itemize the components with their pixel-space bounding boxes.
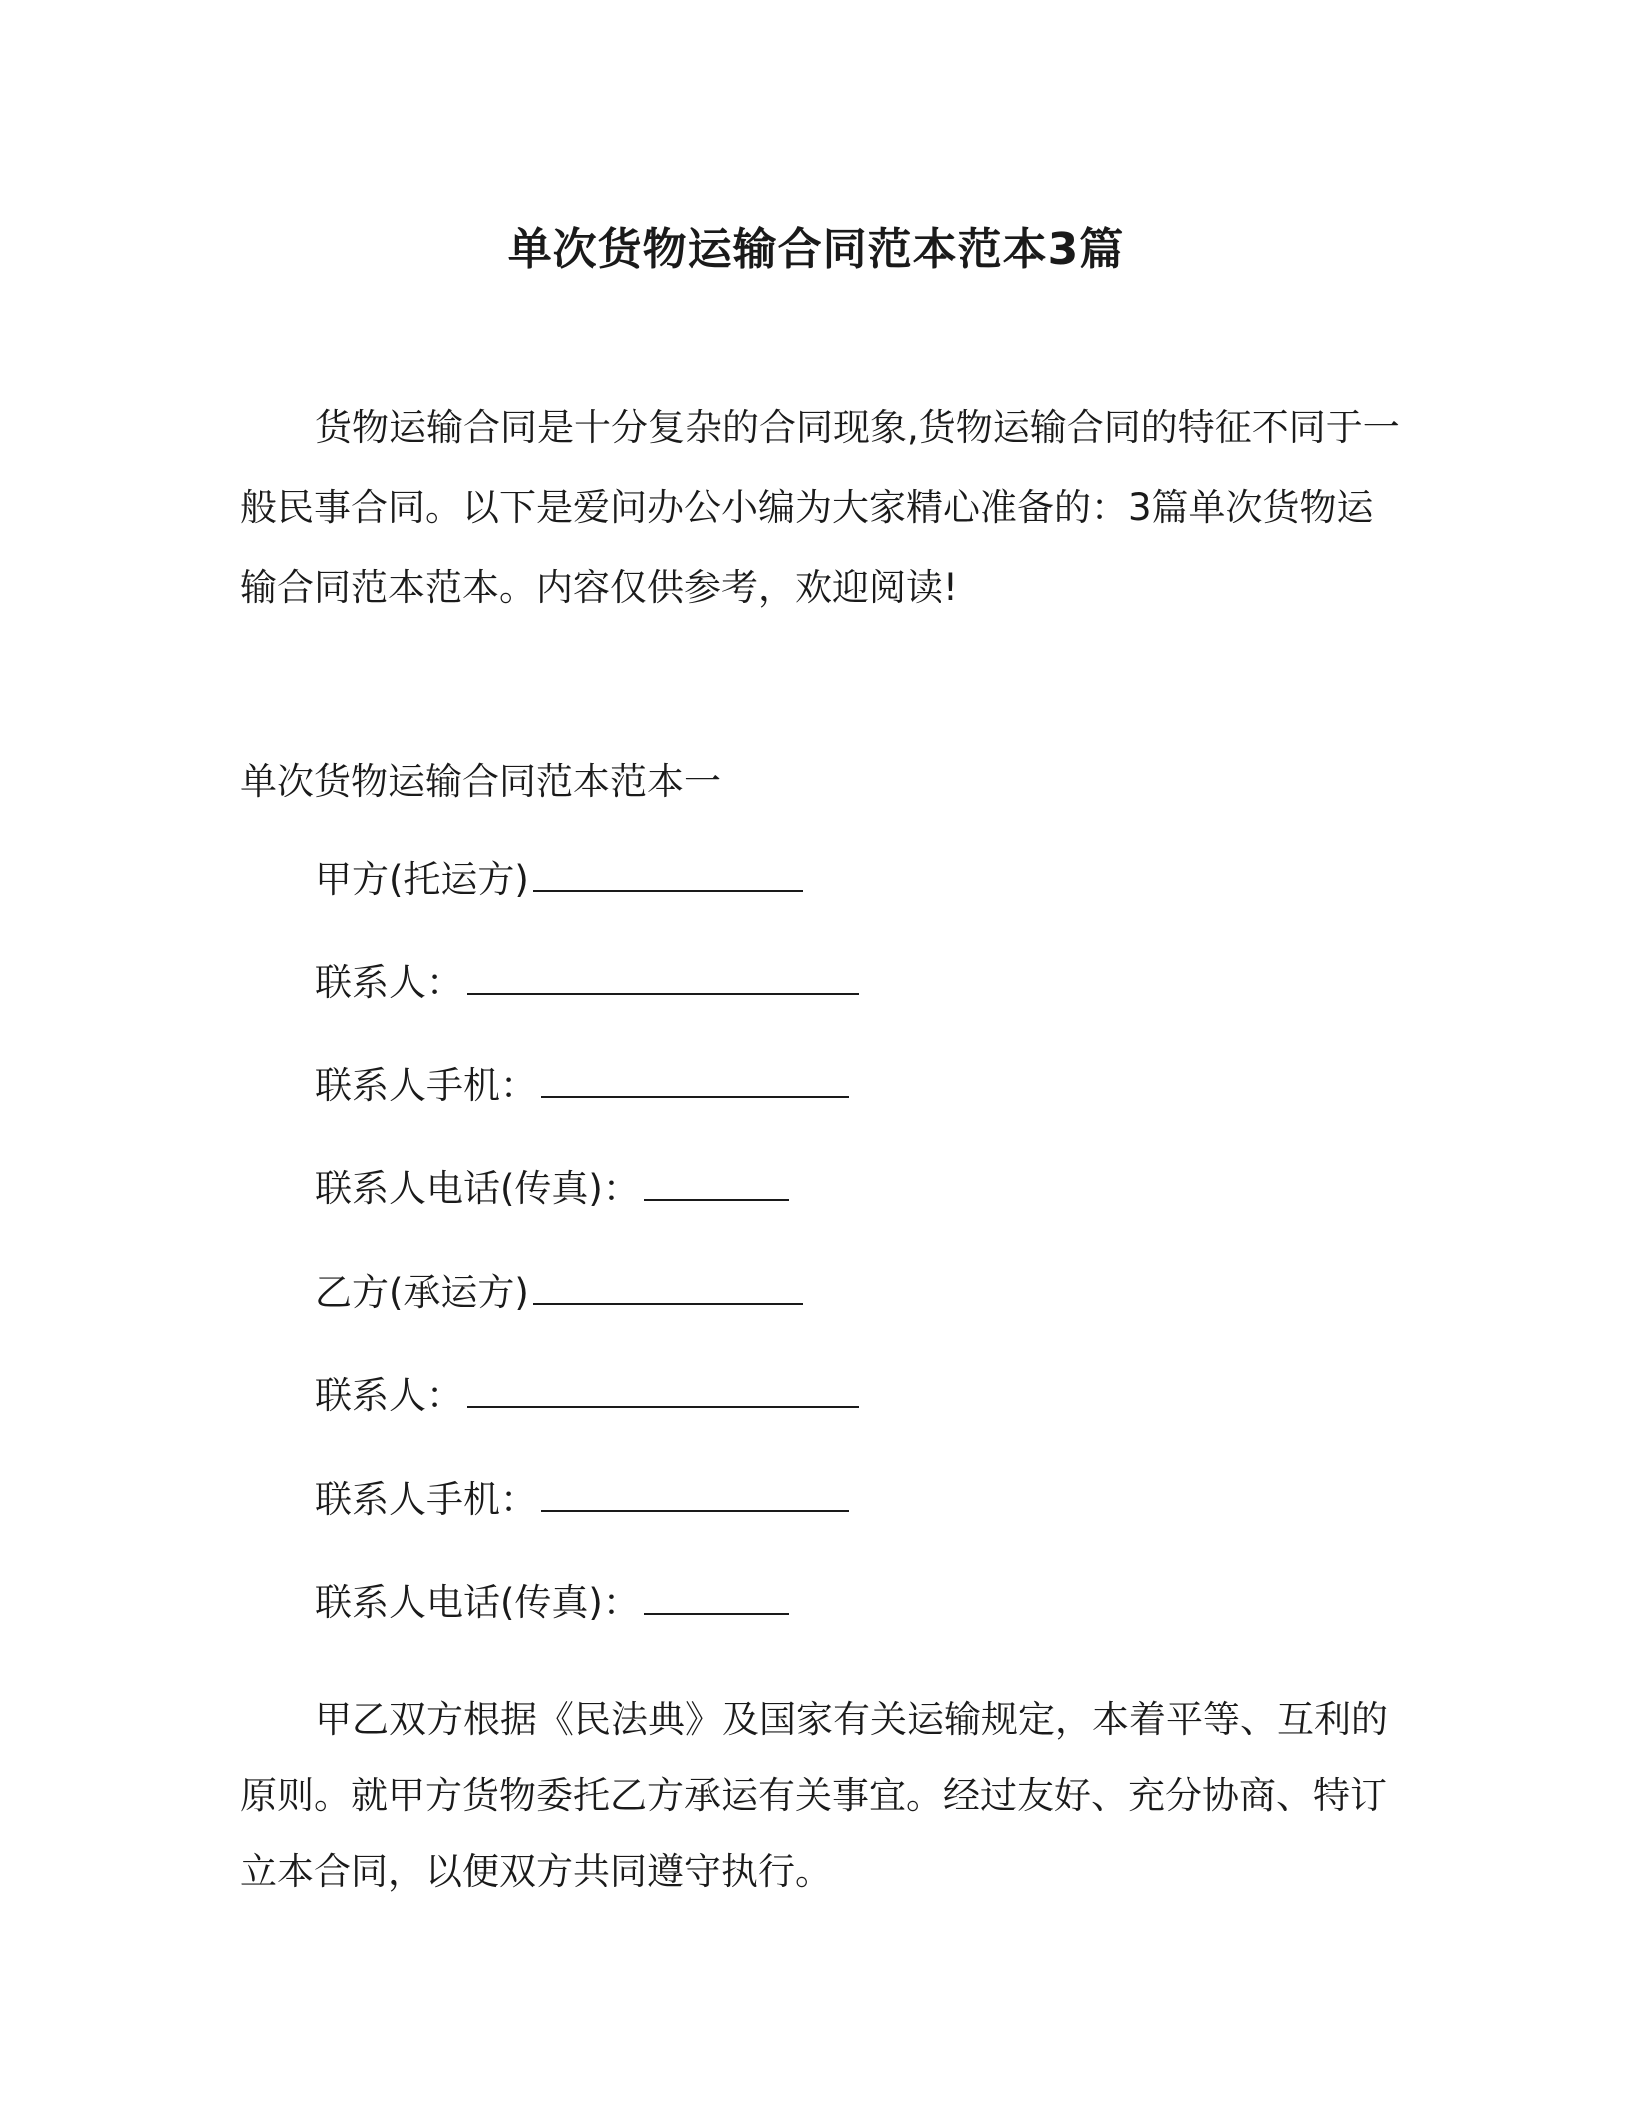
field-label: 联系人： [315, 961, 463, 1004]
fill-in-blank [541, 1470, 849, 1512]
field-label: 联系人手机： [315, 1478, 537, 1521]
intro-paragraph: 货物运输合同是十分复杂的合同现象,货物运输合同的特征不同于一般民事合同。以下是爱问办公小编为大家精心准备的：3篇单次货物运输合同范本范本。内容仅供参考，欢迎阅读! [240, 406, 1400, 609]
field-party-b-mobile [315, 1470, 849, 1530]
fill-in-blank [644, 1159, 789, 1201]
fill-in-blank [467, 1366, 859, 1408]
fill-in-blank [533, 850, 803, 892]
field-party-a-contact [315, 953, 859, 1013]
field-label: 联系人电话(传真)： [315, 1167, 640, 1210]
field-label: 联系人： [315, 1374, 463, 1417]
field-party-b [315, 1263, 803, 1323]
fill-in-blank [467, 953, 859, 995]
closing-paragraph: 甲乙双方根据《民法典》及国家有关运输规定，本着平等、互利的原则。就甲方货物委托乙方承运有关事宜。经过友好、充分协商、特订立本合同，以便双方共同遵守执行。 [240, 1698, 1388, 1893]
field-party-b-contact [315, 1366, 859, 1426]
field-label: 联系人手机： [315, 1064, 537, 1107]
field-party-a-mobile [315, 1056, 849, 1116]
section-heading: 单次货物运输合同范本范本一 [240, 760, 721, 803]
field-label: 甲方(托运方) [315, 858, 529, 901]
fill-in-blank [533, 1263, 803, 1305]
field-label: 乙方(承运方) [315, 1271, 529, 1314]
field-party-a [315, 850, 803, 910]
fill-in-blank [644, 1573, 789, 1615]
field-party-b-phone-fax [315, 1573, 789, 1633]
field-party-a-phone-fax [315, 1159, 789, 1219]
document-title: 单次货物运输合同范本范本3篇 [507, 224, 1125, 275]
fill-in-blank [541, 1056, 849, 1098]
field-label: 联系人电话(传真)： [315, 1581, 640, 1624]
